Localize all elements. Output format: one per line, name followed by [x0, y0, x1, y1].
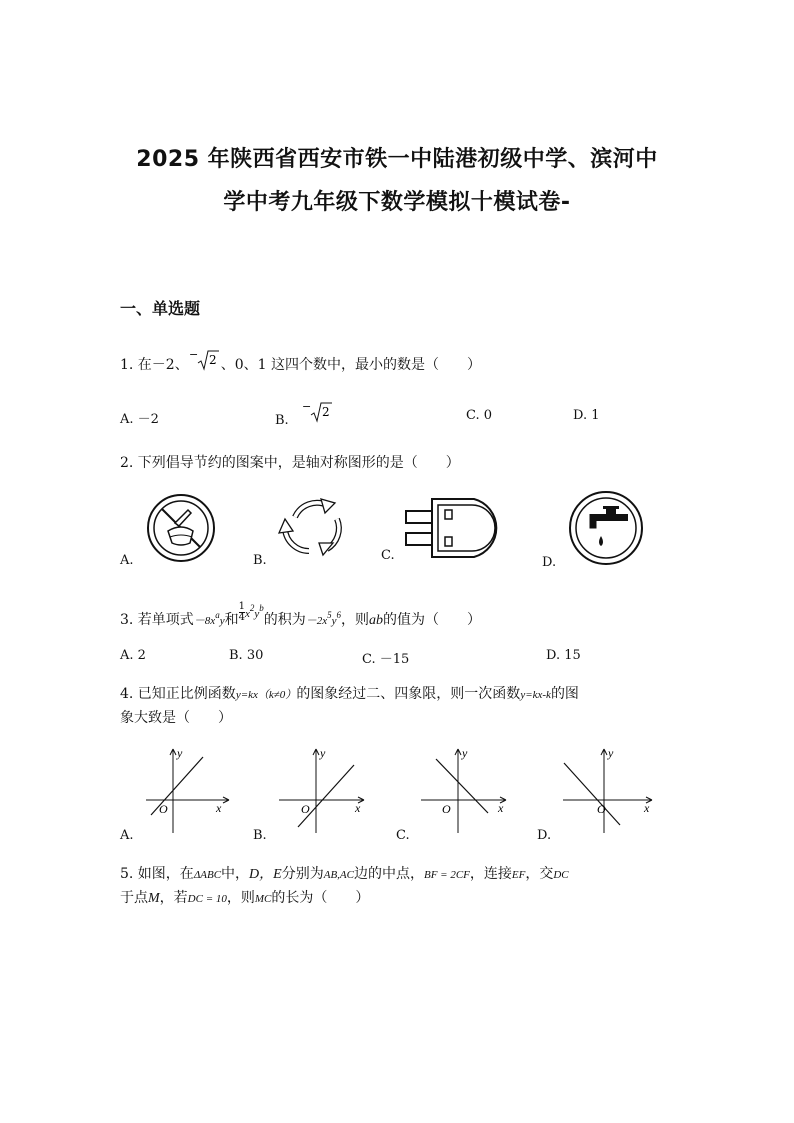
q4-graph-c [418, 745, 513, 835]
q5-mc: MC [254, 893, 272, 905]
q4-option-a[interactable]: A. [120, 828, 134, 843]
q1-option-b[interactable] [275, 400, 330, 428]
q4-c-y-label: y [462, 746, 468, 760]
question-4 [120, 684, 579, 705]
q5-points-de: D，E [249, 867, 282, 882]
q4-text-a: 4. 已知正比例函数 [120, 686, 236, 702]
q2-option-c[interactable]: C. [381, 548, 395, 563]
q1-text-a: 1. 在－2、 [120, 357, 189, 373]
q4-text-line2: 象大致是（ ） [120, 710, 232, 726]
q5-line2 [120, 888, 369, 909]
q4-option-b[interactable]: B. [253, 828, 267, 843]
q5-ef: EF [511, 869, 526, 881]
q3-option-d[interactable]: D. 15 [546, 648, 581, 663]
q5-equation-2: DC = 10 [187, 893, 227, 905]
question-1 [120, 348, 481, 375]
q5-equation-1: BF = 2CF [423, 869, 470, 881]
q4-text-b: 的图象经过二、四象限，则一次函数 [296, 686, 521, 702]
q5-text-f: ，交 [525, 866, 554, 882]
q4-a-x-label: x [216, 801, 222, 815]
q4-d-x-label: x [644, 801, 650, 815]
q5-sides: AB,AC [323, 869, 354, 881]
q5-text-c: 分别为 [281, 866, 324, 882]
q5-line2-b: ，若 [159, 890, 188, 906]
question-5 [120, 864, 569, 885]
q1-option-b-neg-sqrt2 [302, 399, 334, 423]
q2-option-d[interactable]: D. [542, 555, 557, 570]
q2-emblem-a-bowl-icon [146, 493, 216, 563]
q4-d-origin: O [597, 802, 606, 816]
q1-option-b-label: B. [275, 413, 289, 428]
svg-text:2: 2 [208, 353, 217, 367]
q3-fraction: $\frac{1}{4}$ [238, 600, 245, 623]
q1-option-a[interactable]: A. －2 [120, 412, 159, 427]
q4-formula-2: y=kx-k [520, 689, 551, 701]
q4-d-y-label: y [608, 746, 614, 760]
q5-dc: DC [553, 869, 569, 881]
question-2: 2. 下列倡导节约的图案中，是轴对称图形的是（ ） [120, 455, 460, 471]
q4-graph-b [276, 745, 371, 835]
q3-text-d: ，则 [341, 612, 370, 628]
q3-option-a[interactable]: A. 2 [120, 648, 146, 663]
q1-text-b: 、0、1 这四个数中，最小的数是（ ） [220, 357, 481, 373]
q2-option-a[interactable]: A. [120, 553, 134, 568]
q1-neg-sqrt2 [188, 348, 221, 375]
q3-option-c[interactable]: C. －15 [362, 652, 410, 667]
q3-text-e: 的值为（ ） [383, 612, 482, 628]
q5-line2-c: ，则 [226, 890, 255, 906]
q2-emblem-c-plug-icon [404, 497, 508, 559]
q4-b-x-label: x [355, 801, 361, 815]
q2-emblem-d-faucet-icon [568, 490, 644, 566]
q1-option-d[interactable]: D. 1 [573, 408, 600, 423]
q2-option-b[interactable]: B. [253, 553, 267, 568]
q4-a-origin: O [159, 802, 168, 816]
q4-a-y-label: y [177, 746, 183, 760]
q4-b-y-label: y [320, 746, 326, 760]
q3-text-b: 和 [224, 612, 239, 628]
q4-formula-1: y=kx（k≠0） [235, 689, 297, 701]
q5-point-m: M [148, 891, 160, 906]
q1-option-c[interactable]: C. 0 [466, 408, 493, 423]
q5-text-d: 边的中点， [353, 866, 424, 882]
q4-graph-a [143, 745, 233, 835]
q3-monomial-2: x2yb [244, 603, 264, 620]
q4-text-c: 的图 [550, 686, 579, 702]
q3-option-b[interactable]: B. 30 [229, 648, 264, 663]
q5-triangle: ΔABC [193, 869, 222, 881]
q3-monomial-1: $-8x^ay$ [193, 610, 225, 627]
q4-c-origin: O [442, 802, 451, 816]
question-3 [120, 600, 482, 631]
svg-text:−: − [302, 400, 312, 413]
q5-text-a: 5. 如图，在 [120, 866, 194, 882]
q5-line2-a: 于点 [120, 890, 148, 906]
doc-title-line2: 学中考九年级下数学模拟十模试卷- [223, 190, 571, 215]
section-heading: 一、单选题 [120, 299, 201, 318]
svg-text:−: − [188, 348, 198, 361]
q2-emblem-b-recycle-icon [275, 495, 347, 557]
q5-line2-d: 的长为（ ） [271, 890, 370, 906]
q4-b-origin: O [301, 802, 310, 816]
q3-text-a: 3. 若单项式 [120, 612, 194, 628]
svg-text:2: 2 [322, 405, 330, 419]
q3-ab: ab [369, 613, 384, 628]
q5-text-e: ，连接 [469, 866, 512, 882]
q4-option-c[interactable]: C. [396, 828, 410, 843]
q5-text-b: 中， [221, 866, 250, 882]
q4-option-d[interactable]: D. [537, 828, 552, 843]
q4-graph-d [560, 745, 660, 835]
q3-text-c: 的积为 [263, 612, 306, 628]
q4-c-x-label: x [498, 801, 504, 815]
doc-title-line1: 2025 年陕西省西安市铁一中陆港初级中学、滨河中 [136, 147, 658, 172]
q3-product: $-2x^5y^6$ [305, 610, 342, 627]
